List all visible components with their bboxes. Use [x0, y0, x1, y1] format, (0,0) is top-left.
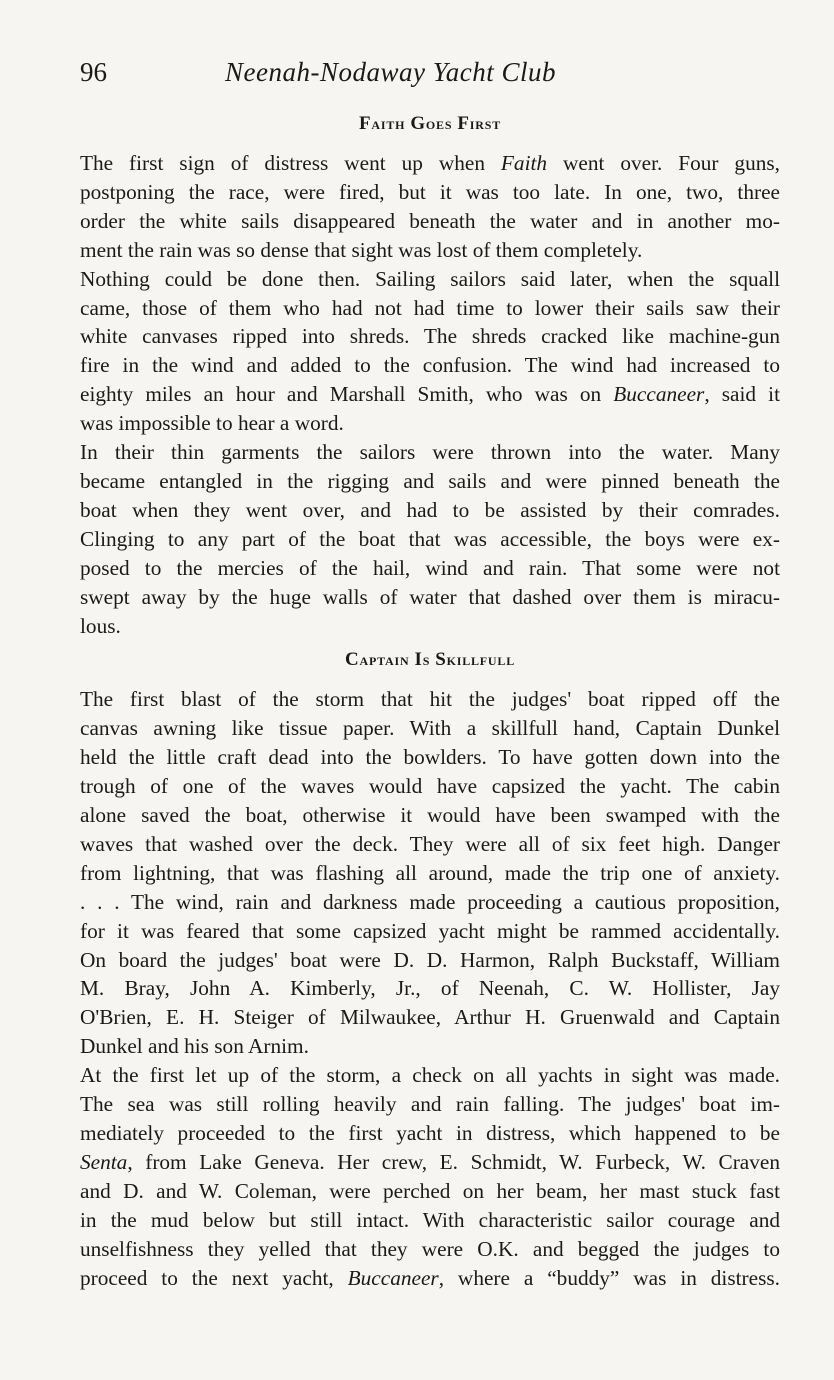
text-line: for it was feared that some capsized yacht might be rammed accidentally.: [80, 918, 780, 943]
body-text: [80, 113, 780, 1292]
text-line: The sea was still rolling heavily and rain falling. The judges' boat im-: [80, 1092, 780, 1117]
text-line: At the first let up of the storm, a check on all yachts in sight was made.: [80, 1063, 780, 1088]
text-line: was impossible to hear a word.: [80, 411, 344, 436]
text-line: . . . The wind, rain and darkness made proceeding a cautious proposition,: [80, 889, 780, 914]
paragraph: [80, 685, 780, 1061]
text-line: mediately proceeded to the first yacht in distress, which happened to be: [80, 1121, 780, 1145]
text-line: trough of one of the waves would have capsized the yacht. The cabin: [80, 774, 780, 799]
text-line: Nothing could be done then. Sailing sailors said later, when the squall: [80, 266, 780, 291]
text-line: from lightning, that was flashing all around, made the trip one of anxiety.: [80, 860, 780, 885]
text-line: order the white sails disappeared beneath the water and in another mo-: [80, 208, 780, 233]
text-line: waves that washed over the deck. They were all of six feet high. Danger: [80, 831, 780, 856]
text-line: In their thin garments the sailors were thrown into the water. Many: [80, 440, 780, 465]
text-line: boat when they went over, and had to be assisted by their comrades.: [80, 497, 780, 522]
page-number: 96: [80, 57, 107, 87]
text-line: The first sign of distress went up when Faith went over. Four guns,: [80, 151, 780, 175]
text-line: came, those of them who had not had time to lower their sails saw their: [80, 295, 780, 320]
text-line: Senta, from Lake Geneva. Her crew, E. Schmidt, W. Furbeck, W. Craven: [80, 1149, 780, 1174]
text-line: postponing the race, were fired, but it was too late. In one, two, three: [80, 179, 780, 204]
text-line: ment the rain was so dense that sight was lost of them completely.: [80, 237, 643, 262]
text-line: eighty miles an hour and Marshall Smith, who was on Buccaneer, said it: [80, 382, 780, 407]
text-line: The first blast of the storm that hit the judges' boat ripped off the: [80, 687, 780, 712]
running-head: [80, 52, 780, 92]
paragraph: [80, 265, 780, 438]
text-line: unselfishness they yelled that they were O.K. and begged the judges to: [80, 1236, 780, 1261]
text-line: fire in the wind and added to the confusion. The wind had increased to: [80, 353, 780, 378]
text-line: M. Bray, John A. Kimberly, Jr., of Neenah, C. W. Hollister, Jay: [80, 976, 780, 1001]
text-line: held the little craft dead into the bowlders. To have gotten down into the: [80, 745, 780, 770]
text-line: became entangled in the rigging and sails and were pinned beneath the: [80, 468, 780, 493]
text-line: Dunkel and his son Arnim.: [80, 1034, 309, 1059]
text-line: in the mud below but still intact. With characteristic sailor courage and: [80, 1207, 780, 1232]
text-line: lous.: [80, 613, 121, 638]
text-line: posed to the mercies of the hail, wind and rain. That some were not: [80, 555, 780, 580]
text-line: Clinging to any part of the boat that was accessible, the boys were ex-: [80, 526, 780, 551]
running-title: Neenah-Nodaway Yacht Club: [225, 57, 557, 87]
section-heading-faith-goes-first: Faith Goes First: [358, 113, 502, 134]
text-line: white canvases ripped into shreds. The shreds cracked like machine-gun: [80, 324, 780, 349]
paragraph: [80, 438, 780, 640]
text-line: and D. and W. Coleman, were perched on her beam, her mast stuck fast: [80, 1178, 780, 1203]
section-heading-captain-is-skillfull: Captain Is Skillfull: [344, 649, 516, 671]
text-line: O'Brien, E. H. Steiger of Milwaukee, Arthur H. Gruenwald and Captain: [80, 1005, 780, 1030]
text-line: canvas awning like tissue paper. With a skillfull hand, Captain Dunkel: [80, 716, 780, 741]
paragraph: [80, 149, 780, 265]
text-line: swept away by the huge walls of water that dashed over them is miracu-: [80, 584, 780, 609]
text-line: alone saved the boat, otherwise it would have been swamped with the: [80, 803, 780, 828]
text-line: On board the judges' boat were D. D. Harmon, Ralph Buckstaff, William: [80, 947, 780, 972]
paragraph: [80, 1061, 780, 1292]
text-line: proceed to the next yacht, Buccaneer, where a “buddy” was in distress.: [80, 1265, 781, 1290]
